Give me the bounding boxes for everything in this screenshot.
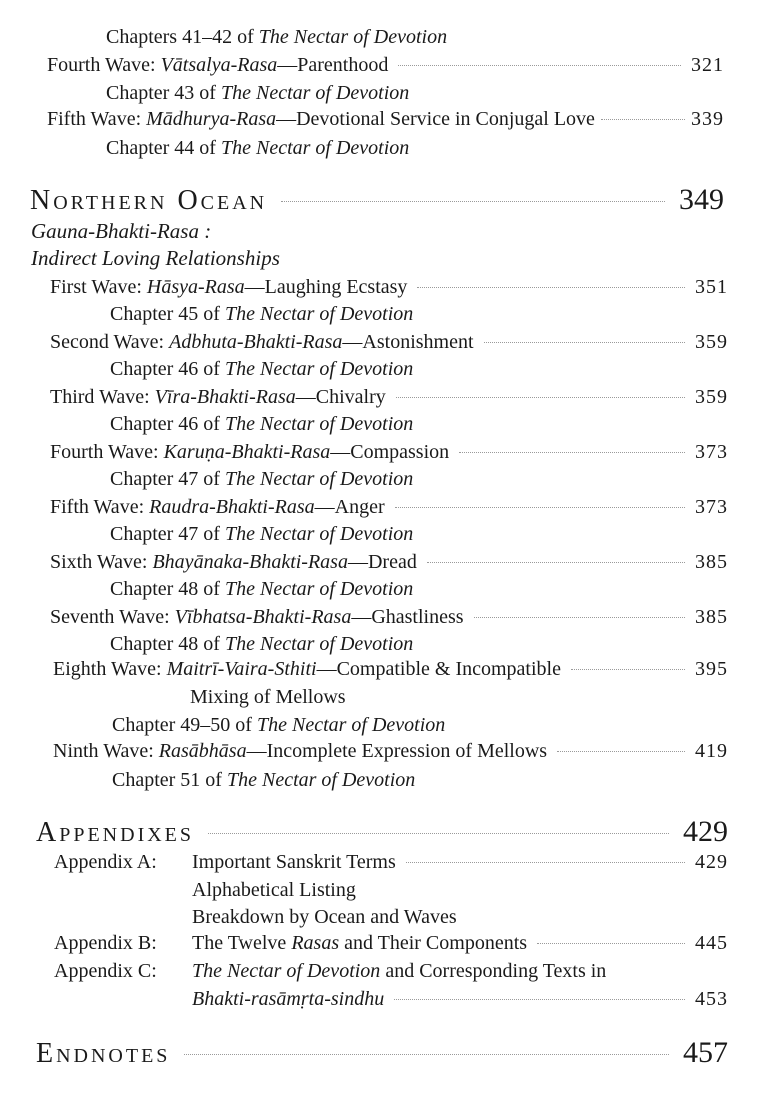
dot-leader: [396, 397, 685, 398]
chapter-ref: Chapter 49–50 of The Nectar of Devotion: [112, 714, 446, 736]
page-number: 445: [695, 932, 728, 954]
page-number: 395: [695, 658, 728, 680]
toc-entry-appendix-a[interactable]: [54, 851, 728, 874]
section-subtitle: Indirect Loving Relationships: [31, 246, 280, 270]
dot-leader: [557, 751, 685, 752]
entry-label: Seventh Wave: Vībhatsa-Bhakti-Rasa—Ghastliness: [50, 606, 464, 628]
toc-entry-ninth-wave[interactable]: [53, 740, 728, 763]
dot-leader: [394, 999, 685, 1000]
section-heading-endnotes[interactable]: [36, 1036, 728, 1070]
page-number: 359: [695, 331, 728, 353]
chapter-ref: Chapter 47 of The Nectar of Devotion: [110, 523, 414, 545]
chapter-ref: Chapter 44 of The Nectar of Devotion: [106, 137, 410, 159]
page-number: 385: [695, 551, 728, 573]
dot-leader: [406, 862, 685, 863]
dot-leader: [537, 943, 685, 944]
toc-entry-wave[interactable]: [50, 441, 728, 464]
chapter-ref: Chapters 41–42 of The Nectar of Devotion: [106, 26, 448, 48]
dot-leader: [417, 287, 685, 288]
chapter-ref: Chapter 48 of The Nectar of Devotion: [110, 633, 414, 655]
dot-leader: [459, 452, 685, 453]
entry-label: Third Wave: Vīra-Bhakti-Rasa—Chivalry: [50, 386, 386, 408]
toc-entry-appendix-c[interactable]: Appendix C: The Nectar of Devotion and Corresponding Texts in: [54, 960, 607, 982]
chapter-ref: Chapter 43 of The Nectar of Devotion: [106, 82, 410, 104]
toc-entry-wave[interactable]: [50, 606, 728, 629]
page-number: 349: [679, 183, 724, 216]
dot-leader: [398, 65, 681, 66]
page-number: 373: [695, 496, 728, 518]
entry-continuation: Alphabetical Listing: [192, 879, 356, 901]
page-number: 453: [695, 988, 728, 1010]
toc-entry-wave[interactable]: [50, 496, 728, 519]
page-number: 419: [695, 740, 728, 762]
entry-continuation: Mixing of Mellows: [190, 686, 346, 708]
section-title: Endnotes: [36, 1038, 171, 1069]
entry-label: Ninth Wave: Rasābhāsa—Incomplete Expression of Mellows: [53, 740, 548, 762]
toc-entry-wave[interactable]: [50, 551, 728, 574]
entry-label: Bhakti-rasāmṛta-sindhu: [192, 988, 385, 1010]
section-subtitle: Gauna-Bhakti-Rasa :: [31, 219, 212, 243]
entry-label: Fourth Wave: Karuṇa-Bhakti-Rasa—Compassion: [50, 441, 450, 463]
toc-entry-fourth-wave[interactable]: [47, 54, 724, 77]
dot-leader: [474, 617, 685, 618]
chapter-ref: Chapter 51 of The Nectar of Devotion: [112, 769, 416, 791]
entry-label: Fourth Wave: Vātsalya-Rasa—Parenthood: [47, 54, 389, 76]
page-number: 351: [695, 276, 728, 298]
chapter-ref: Chapter 47 of The Nectar of Devotion: [110, 468, 414, 490]
dot-leader: [208, 833, 669, 834]
toc-entry-wave[interactable]: [50, 276, 728, 299]
page-number: 429: [695, 851, 728, 873]
page-number: 359: [695, 386, 728, 408]
dot-leader: [184, 1054, 669, 1055]
toc-entry-appendix-b[interactable]: [54, 932, 728, 955]
dot-leader: [395, 507, 685, 508]
page-number: 385: [695, 606, 728, 628]
page-number: 321: [691, 54, 724, 76]
section-title: Appendixes: [36, 817, 195, 848]
toc-entry-appendix-c-line2[interactable]: [192, 988, 728, 1011]
chapter-ref: Chapter 46 of The Nectar of Devotion: [110, 358, 414, 380]
entry-label: Fifth Wave: Mādhurya-Rasa—Devotional Service in Conjugal Love: [47, 108, 595, 130]
entry-label: Fifth Wave: Raudra-Bhakti-Rasa—Anger: [50, 496, 385, 518]
dot-leader: [571, 669, 685, 670]
section-heading-appendixes[interactable]: [36, 815, 728, 849]
section-heading-northern-ocean[interactable]: [30, 183, 724, 217]
page-number: 373: [695, 441, 728, 463]
dot-leader: [281, 201, 665, 202]
toc-entry-wave[interactable]: [50, 386, 728, 409]
entry-label: Sixth Wave: Bhayānaka-Bhakti-Rasa—Dread: [50, 551, 417, 573]
chapter-ref: Chapter 46 of The Nectar of Devotion: [110, 413, 414, 435]
page-number: 429: [683, 815, 728, 848]
entry-continuation: Breakdown by Ocean and Waves: [192, 906, 457, 928]
dot-leader: [427, 562, 685, 563]
toc-entry-fifth-wave[interactable]: [47, 108, 724, 131]
toc-entry-eighth-wave[interactable]: [53, 658, 728, 681]
toc-entry-wave[interactable]: [50, 331, 728, 354]
dot-leader: [601, 119, 685, 120]
entry-label: Eighth Wave: Maitrī-Vaira-Sthiti—Compatible & Incompatible: [53, 658, 561, 680]
entry-label: Appendix A: Important Sanskrit Terms: [54, 851, 396, 873]
page-number: 457: [683, 1036, 728, 1069]
section-title: Northern Ocean: [30, 185, 268, 216]
entry-label: Appendix B: The Twelve Rasas and Their Components: [54, 932, 528, 954]
entry-label: First Wave: Hāsya-Rasa—Laughing Ecstasy: [50, 276, 408, 298]
page-number: 339: [691, 108, 724, 130]
dot-leader: [484, 342, 685, 343]
chapter-ref: Chapter 48 of The Nectar of Devotion: [110, 578, 414, 600]
entry-label: Appendix C:: [54, 960, 157, 982]
chapter-ref: Chapter 45 of The Nectar of Devotion: [110, 303, 414, 325]
entry-label: Second Wave: Adbhuta-Bhakti-Rasa—Astonishment: [50, 331, 474, 353]
